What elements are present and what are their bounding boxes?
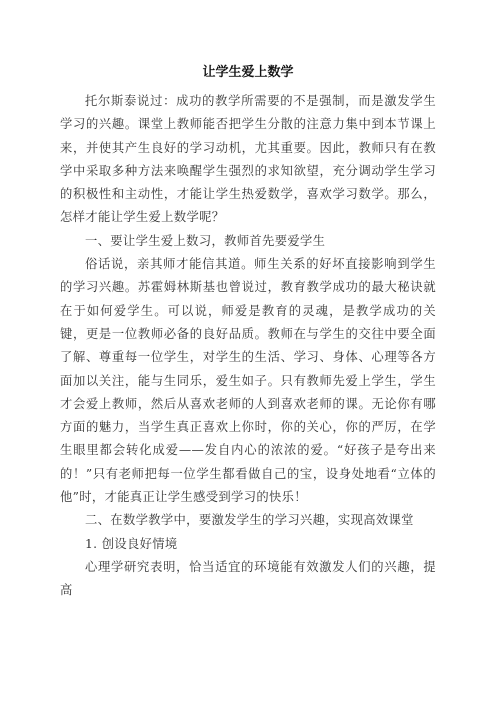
subsection-heading-1: 1. 创设良好情境 xyxy=(85,536,178,551)
intro-paragraph: 托尔斯泰说过：成功的教学所需要的不是强制，而是激发学生学习的兴趣。课堂上教师能否把学生分散的注意力集中到本节课上来，并使其产生良好的学习动机，尤其重要。因此，教师只有在教学中采取多种方法来唤醒学生强烈的求知欲望，充分调动学生学习的积极性和主动性，才能让学生热爱数学，喜欢学习数学。那么，怎样才能让学生爱上数学呢？ xyxy=(60,94,436,225)
document-title: 让学生爱上数学 xyxy=(202,65,294,80)
document-body xyxy=(60,90,436,603)
subsection-1-paragraph: 心理学研究表明，恰当适宜的环境能有效激发人们的兴趣，提高 xyxy=(60,559,436,598)
section-1-paragraph: 俗话说，亲其师才能信其道。师生关系的好坏直接影响到学生的学习兴趣。苏霍姆林斯基也曾说过，教育教学成功的最大秘诀就在于如何爱学生。可以说，师爱是教育的灵魂，是教学成功的关键，更是一位教师必备的良好品质。教师在与学生的交往中要全面了解、尊重每一位学生，对学生的生活、学习、身体、心理等各方面加以关注，能与生同乐，爱生如子。只有教师先爱上学生，学生才会爱上教师，然后从喜欢老师的人到喜欢老师的课。无论你有哪方面的魅力，当学生真正喜欢上你时，你的关心，你的严厉，在学生眼里都会转化成爱——发自内心的浓浓的爱。“好孩子是夸出来的！”只有老师把每一位学生都看做自己的宝，设身处地看“立体的他”时，才能真正让学生感受到学习的快乐！ xyxy=(60,257,436,505)
section-heading-2: 二、在数学教学中，要激发学生的学习兴趣，实现高效课堂 xyxy=(85,513,414,528)
section-heading-1: 一、要让学生爱上数习，教师首先要爱学生 xyxy=(85,233,326,248)
